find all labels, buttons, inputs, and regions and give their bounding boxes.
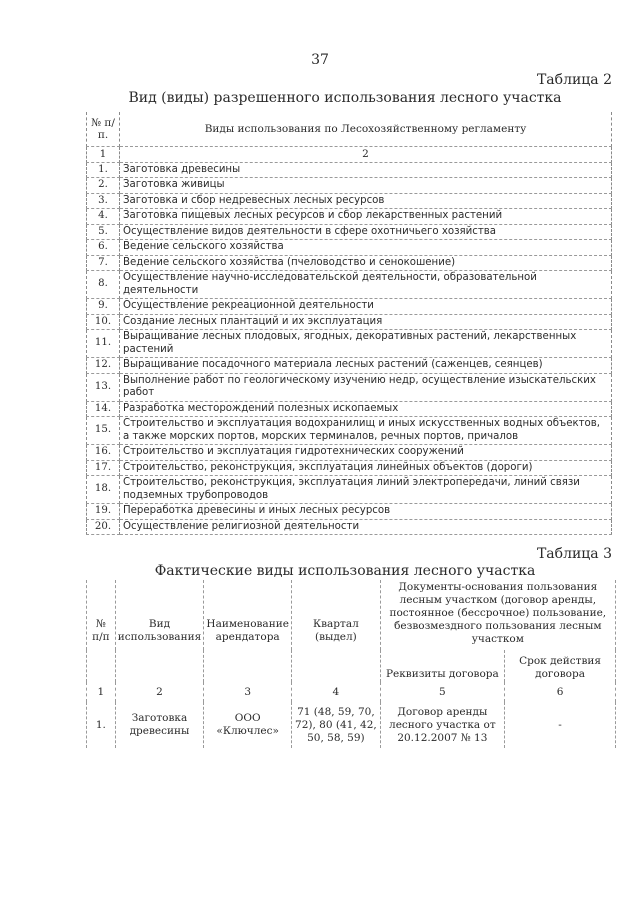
row-num: 15. <box>87 417 120 445</box>
row-num: 7. <box>87 255 120 271</box>
table-row <box>87 330 612 358</box>
row-num: 2. <box>87 178 120 194</box>
row-num: 6. <box>87 240 120 256</box>
row-text: Создание лесных плантаций и их эксплуатация <box>120 314 612 330</box>
row-text: Ведение сельского хозяйства <box>120 240 612 256</box>
header-num: № п/п <box>87 580 116 682</box>
table-row <box>87 519 612 535</box>
permitted-use-table <box>86 112 612 535</box>
row-text: Строительство, реконструкция, эксплуатация линейных объектов (дороги) <box>120 460 612 476</box>
row-text: Осуществление рекреационной деятельности <box>120 299 612 315</box>
table-row <box>87 417 612 445</box>
table-row <box>87 373 612 401</box>
colnum-4: 4 <box>292 682 380 702</box>
table-row <box>87 476 612 504</box>
table-row <box>87 299 612 315</box>
colnum-6: 6 <box>505 682 616 702</box>
row-num: 3. <box>87 193 120 209</box>
row-num: 1. <box>87 702 116 748</box>
table-row <box>87 224 612 240</box>
table-row <box>87 504 612 520</box>
row-num: 9. <box>87 299 120 315</box>
header-requisites: Реквизиты договора <box>380 650 504 682</box>
row-text: Выращивание посадочного материала лесных растений (саженцев, сеянцев) <box>120 358 612 374</box>
column-number-row <box>87 147 612 163</box>
header-use-type: Виды использования по Лесохозяйственному регламенту <box>120 112 612 147</box>
row-text: Осуществление видов деятельности в сфере охотничьего хозяйства <box>120 224 612 240</box>
table-header-row <box>87 112 612 147</box>
table-row <box>87 209 612 225</box>
row-num: 13. <box>87 373 120 401</box>
table-row <box>87 445 612 461</box>
row-num: 16. <box>87 445 120 461</box>
row-text: Строительство и эксплуатация гидротехнических сооружений <box>120 445 612 461</box>
row-text: Заготовка древесины <box>120 162 612 178</box>
row-text: Переработка древесины и иных лесных ресурсов <box>120 504 612 520</box>
row-num: 10. <box>87 314 120 330</box>
row-num: 19. <box>87 504 120 520</box>
row-text: Заготовка пищевых лесных ресурсов и сбор лекарственных растений <box>120 209 612 225</box>
header-use-type: Вид использования <box>115 580 203 682</box>
table3-label: Таблица 3 <box>536 546 612 562</box>
table-row <box>87 240 612 256</box>
row-term: - <box>505 702 616 748</box>
header-documents: Документы-основания пользования лесным участком (договор аренды, постоянное (бессрочное) пользование, безвозмездного пользования лесным участком <box>380 580 615 650</box>
table-row <box>87 162 612 178</box>
row-num: 17. <box>87 460 120 476</box>
row-text: Выращивание лесных плодовых, ягодных, декоративных растений, лекарственных растений <box>120 330 612 358</box>
actual-use-table <box>86 580 616 748</box>
row-text: Осуществление религиозной деятельности <box>120 519 612 535</box>
table-row <box>87 314 612 330</box>
table-row <box>87 702 616 748</box>
colnum-2: 2 <box>120 147 612 163</box>
row-text: Осуществление научно-исследовательской деятельности, образовательной деятельности <box>120 271 612 299</box>
row-text: Разработка месторождений полезных ископаемых <box>120 401 612 417</box>
row-num: 8. <box>87 271 120 299</box>
row-requisites: Договор аренды лесного участка от 20.12.2007 № 13 <box>380 702 504 748</box>
row-use-type: Заготовка древесины <box>115 702 203 748</box>
table-row <box>87 193 612 209</box>
row-text: Заготовка и сбор недревесных лесных ресурсов <box>120 193 612 209</box>
column-number-row <box>87 682 616 702</box>
header-tenant: Наименование арендатора <box>204 580 292 682</box>
row-text: Ведение сельского хозяйства (пчеловодство и сенокошение) <box>120 255 612 271</box>
table2-title: Вид (виды) разрешенного использования лесного участка <box>128 90 562 106</box>
row-num: 11. <box>87 330 120 358</box>
table-row <box>87 178 612 194</box>
table-row <box>87 358 612 374</box>
colnum-1: 1 <box>87 147 120 163</box>
row-num: 12. <box>87 358 120 374</box>
colnum-5: 5 <box>380 682 504 702</box>
row-num: 1. <box>87 162 120 178</box>
row-quarter: 71 (48, 59, 70, 72), 80 (41, 42, 50, 58, 59) <box>292 702 380 748</box>
colnum-1: 1 <box>87 682 116 702</box>
header-num: № п/п. <box>87 112 120 147</box>
header-quarter: Квартал (выдел) <box>292 580 380 682</box>
row-num: 18. <box>87 476 120 504</box>
row-text: Заготовка живицы <box>120 178 612 194</box>
table-header-row <box>87 580 616 650</box>
row-text: Строительство, реконструкция, эксплуатация линий электропередачи, линий связи подземных трубопроводов <box>120 476 612 504</box>
colnum-2: 2 <box>115 682 203 702</box>
table3-title: Фактические виды использования лесного участка <box>154 563 536 579</box>
colnum-3: 3 <box>204 682 292 702</box>
header-term: Срок действия договора <box>505 650 616 682</box>
row-text: Строительство и эксплуатация водохранилищ и иных искусственных водных объектов, а также морских портов, морских терминалов, речных портов, причалов <box>120 417 612 445</box>
row-num: 4. <box>87 209 120 225</box>
row-num: 20. <box>87 519 120 535</box>
table-row <box>87 255 612 271</box>
table-row <box>87 460 612 476</box>
table-row <box>87 401 612 417</box>
row-tenant: ООО «Ключлес» <box>204 702 292 748</box>
row-num: 14. <box>87 401 120 417</box>
row-text: Выполнение работ по геологическому изучению недр, осуществление изыскательских работ <box>120 373 612 401</box>
page-number: 37 <box>311 52 329 68</box>
table-row <box>87 271 612 299</box>
row-num: 5. <box>87 224 120 240</box>
table2-label: Таблица 2 <box>536 72 612 88</box>
